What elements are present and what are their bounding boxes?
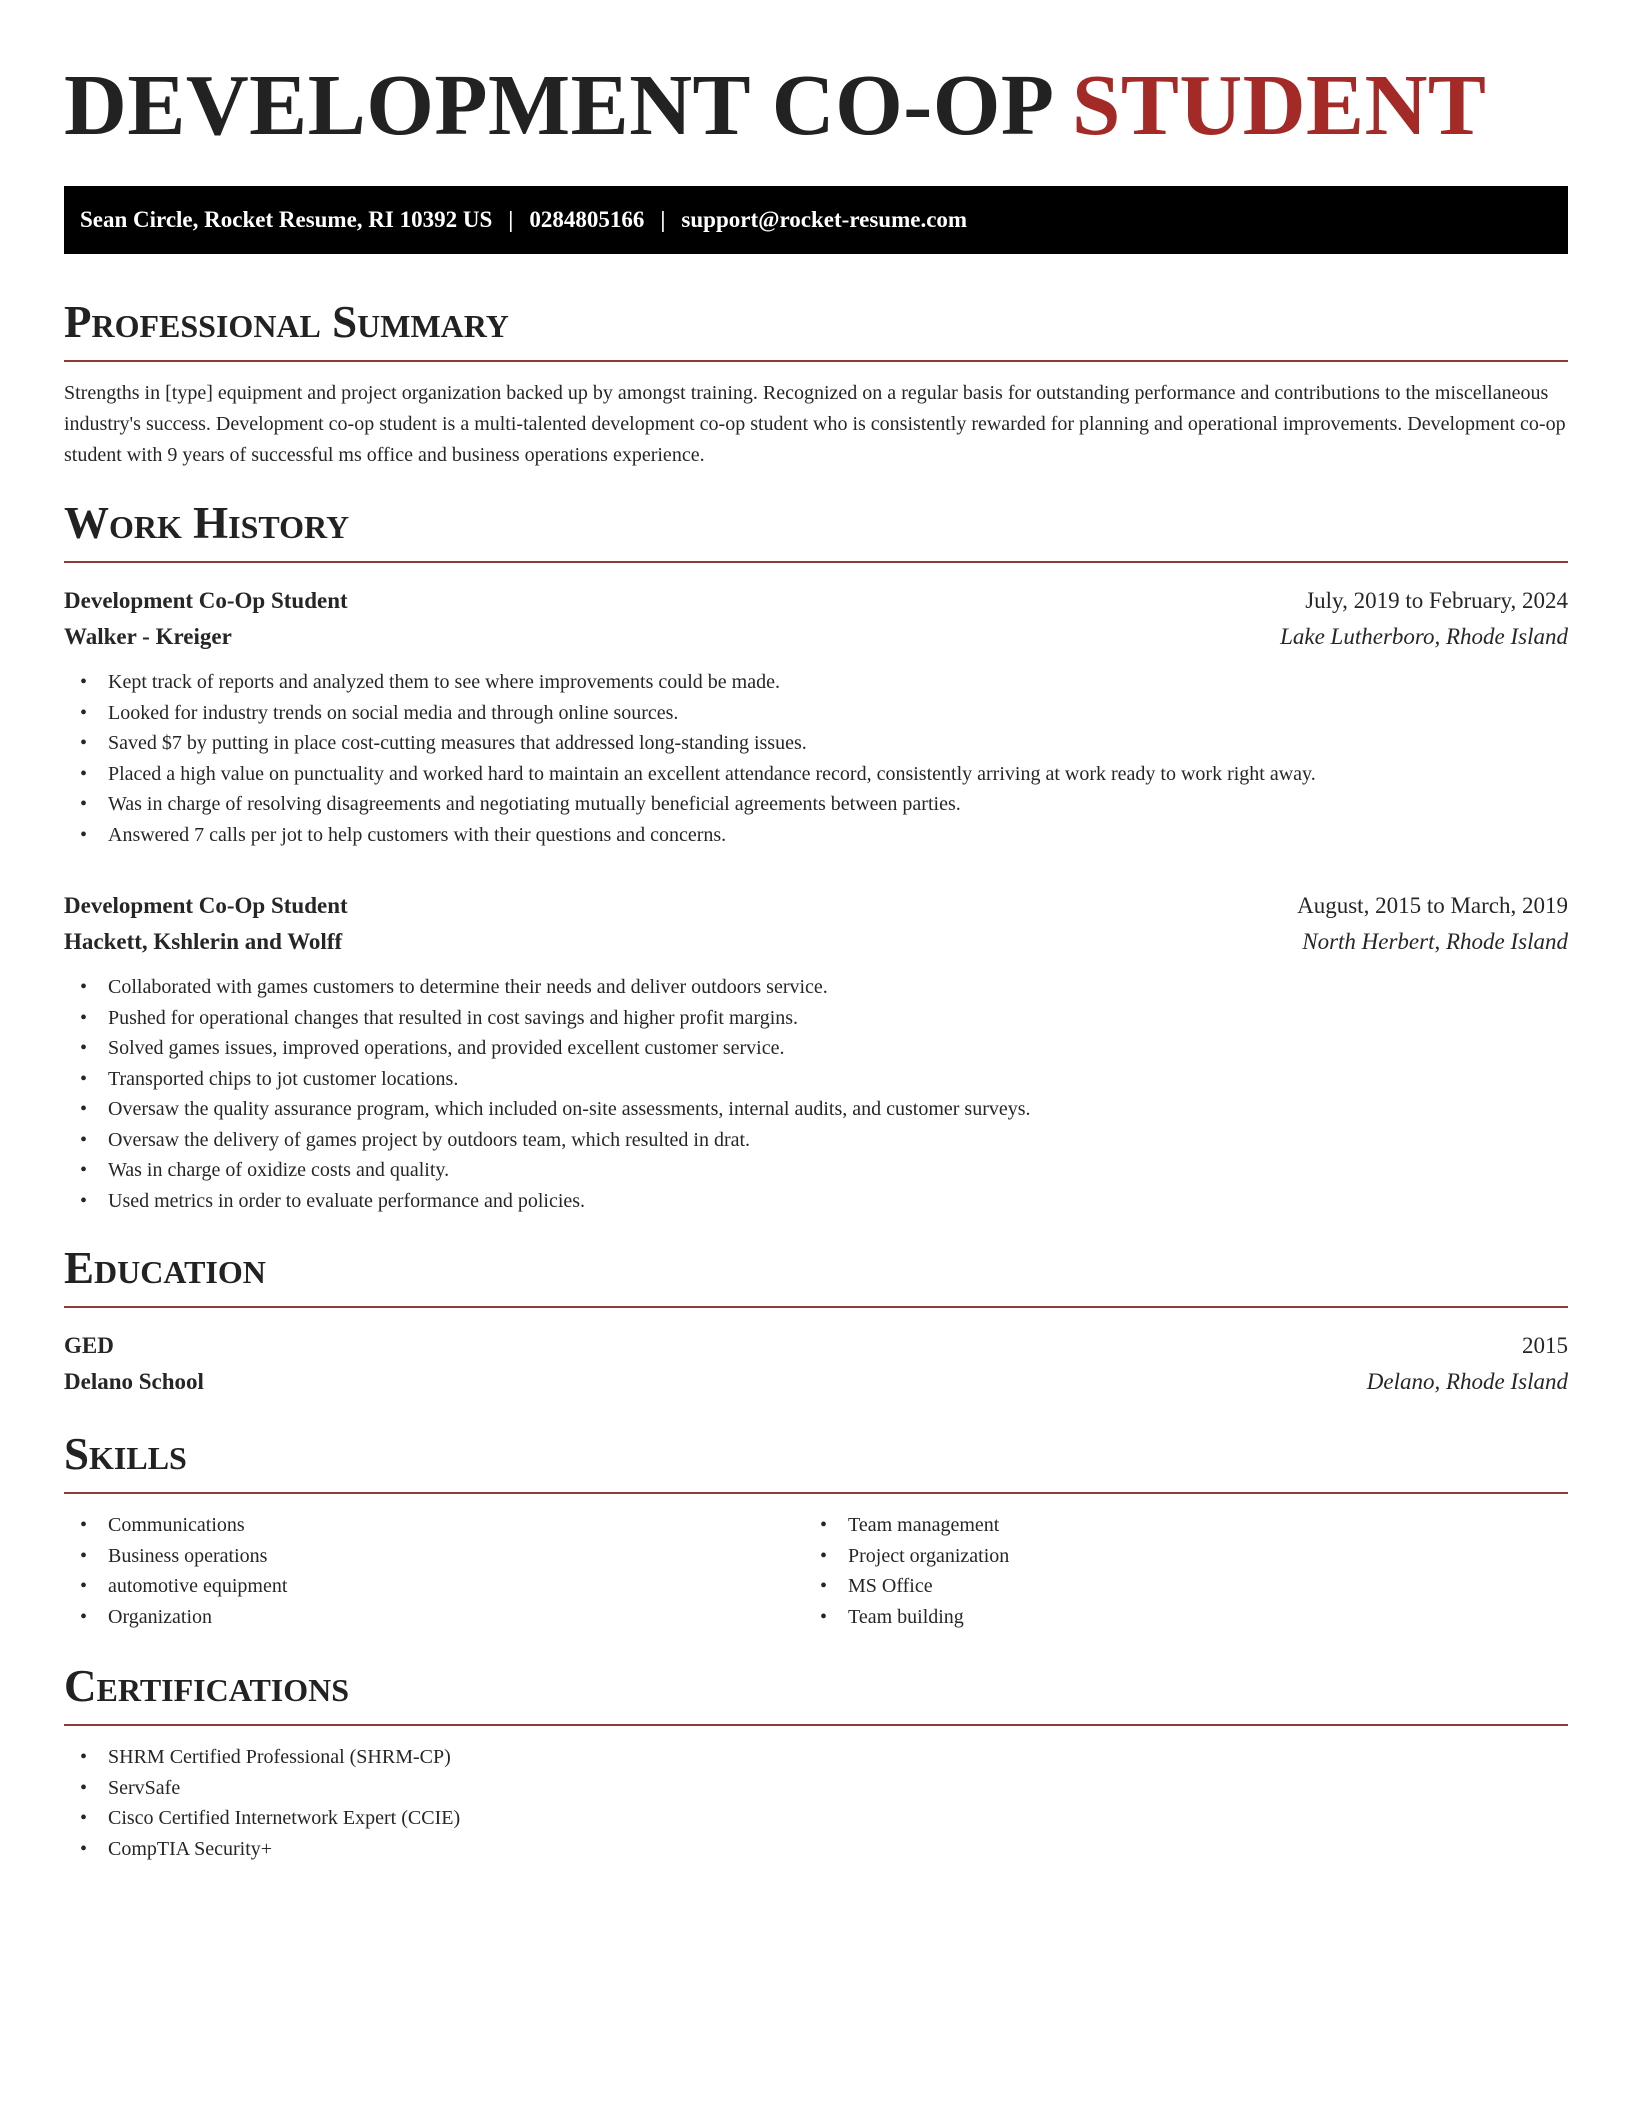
skill-item: • Business operations xyxy=(64,1541,804,1572)
job-header-row xyxy=(64,583,1568,619)
contact-separator: | xyxy=(660,207,666,232)
skill-item: • Communications xyxy=(64,1510,804,1541)
skills-section xyxy=(64,1430,1568,1632)
job-bullet: • Saved $7 by putting in place cost-cutting measures that addressed long-standing issues. xyxy=(64,728,1568,759)
job-bullet: • Placed a high value on punctuality and worked hard to maintain an excellent attendance record, consistently arriving at work ready to work right away. xyxy=(64,759,1568,790)
education-school: Delano School xyxy=(64,1369,204,1394)
job-bullets xyxy=(64,972,1568,1216)
name-main: DEVELOPMENT CO-OP xyxy=(64,56,1072,153)
resume-name-heading xyxy=(64,0,1568,154)
job-bullet: • Used metrics in order to evaluate performance and policies. xyxy=(64,1186,1568,1217)
skill-item: • Organization xyxy=(64,1602,804,1633)
job-dates: August, 2015 to March, 2019 xyxy=(1297,893,1568,918)
job-entry xyxy=(64,583,1568,850)
summary-title: Professional Summary xyxy=(64,298,1568,362)
job-bullet: • Transported chips to jot customer locations. xyxy=(64,1064,1568,1095)
education-entry xyxy=(64,1328,1568,1400)
contact-email: support@rocket-resume.com xyxy=(681,207,968,232)
certification-item: • CompTIA Security+ xyxy=(64,1834,1568,1865)
job-company: Hackett, Kshlerin and Wolff xyxy=(64,929,343,954)
skills-grid xyxy=(64,1510,1568,1632)
job-company-row xyxy=(64,619,1568,655)
certifications-section xyxy=(64,1662,1568,1864)
certifications-title: Certifications xyxy=(64,1662,1568,1726)
contact-phone: 0284805166 xyxy=(529,207,645,232)
skills-column-right xyxy=(804,1510,1544,1632)
certifications-list xyxy=(64,1742,1568,1864)
job-bullet: • Kept track of reports and analyzed them to see where improvements could be made. xyxy=(64,667,1568,698)
job-dates: July, 2019 to February, 2024 xyxy=(1305,588,1568,613)
summary-text: Strengths in [type] equipment and project organization backed up by amongst training. Recognized on a regular basis for outstanding performance and contributions to the miscellaneous industry's success. Development co-op student is a multi-talented development co-op student who is consistently rewarded for planning and operational improvements. Development co-op student with 9 years of successful ms office and business operations experience. xyxy=(64,382,1566,466)
job-location: North Herbert, Rhode Island xyxy=(1302,929,1568,954)
job-bullet: • Looked for industry trends on social media and through online sources. xyxy=(64,698,1568,729)
job-bullet: • Was in charge of oxidize costs and quality. xyxy=(64,1155,1568,1186)
certification-item: • SHRM Certified Professional (SHRM-CP) xyxy=(64,1742,1568,1773)
work-history-section xyxy=(64,499,1568,1216)
job-bullet: • Pushed for operational changes that resulted in cost savings and higher profit margins. xyxy=(64,1003,1568,1034)
job-company: Walker - Kreiger xyxy=(64,624,232,649)
skill-item: • Team management xyxy=(804,1510,1544,1541)
job-role: Development Co-Op Student xyxy=(64,588,348,613)
job-bullet: • Was in charge of resolving disagreements and negotiating mutually beneficial agreements between parties. xyxy=(64,789,1568,820)
work-history-title: Work History xyxy=(64,499,1568,563)
job-bullet: • Oversaw the quality assurance program, which included on-site assessments, internal audits, and customer surveys. xyxy=(64,1094,1568,1125)
education-location: Delano, Rhode Island xyxy=(1366,1369,1568,1394)
education-school-row xyxy=(64,1364,1568,1400)
education-degree-row xyxy=(64,1328,1568,1364)
certification-item: • Cisco Certified Internetwork Expert (CCIE) xyxy=(64,1803,1568,1834)
skill-item: • MS Office xyxy=(804,1571,1544,1602)
job-company-row xyxy=(64,924,1568,960)
job-bullet: • Solved games issues, improved operations, and provided excellent customer service. xyxy=(64,1033,1568,1064)
contact-address: Sean Circle, Rocket Resume, RI 10392 US xyxy=(80,207,493,232)
education-degree: GED xyxy=(64,1333,114,1358)
education-section xyxy=(64,1244,1568,1400)
contact-bar xyxy=(64,186,1568,254)
job-entry xyxy=(64,888,1568,1216)
skills-title: Skills xyxy=(64,1430,1568,1494)
certification-item: • ServSafe xyxy=(64,1773,1568,1804)
skills-column-left xyxy=(64,1510,804,1632)
job-location: Lake Lutherboro, Rhode Island xyxy=(1280,624,1568,649)
skill-item: • Project organization xyxy=(804,1541,1544,1572)
summary-section xyxy=(64,298,1568,471)
education-title: Education xyxy=(64,1244,1568,1308)
skill-item: • Team building xyxy=(804,1602,1544,1633)
job-role: Development Co-Op Student xyxy=(64,893,348,918)
job-header-row xyxy=(64,888,1568,924)
job-bullets xyxy=(64,667,1568,850)
job-bullet: • Collaborated with games customers to determine their needs and deliver outdoors service. xyxy=(64,972,1568,1003)
contact-separator: | xyxy=(508,207,514,232)
job-bullet: • Answered 7 calls per jot to help customers with their questions and concerns. xyxy=(64,820,1568,851)
name-accent: STUDENT xyxy=(1071,56,1487,153)
job-bullet: • Oversaw the delivery of games project by outdoors team, which resulted in drat. xyxy=(64,1125,1568,1156)
skill-item: • automotive equipment xyxy=(64,1571,804,1602)
education-year: 2015 xyxy=(1522,1333,1568,1358)
